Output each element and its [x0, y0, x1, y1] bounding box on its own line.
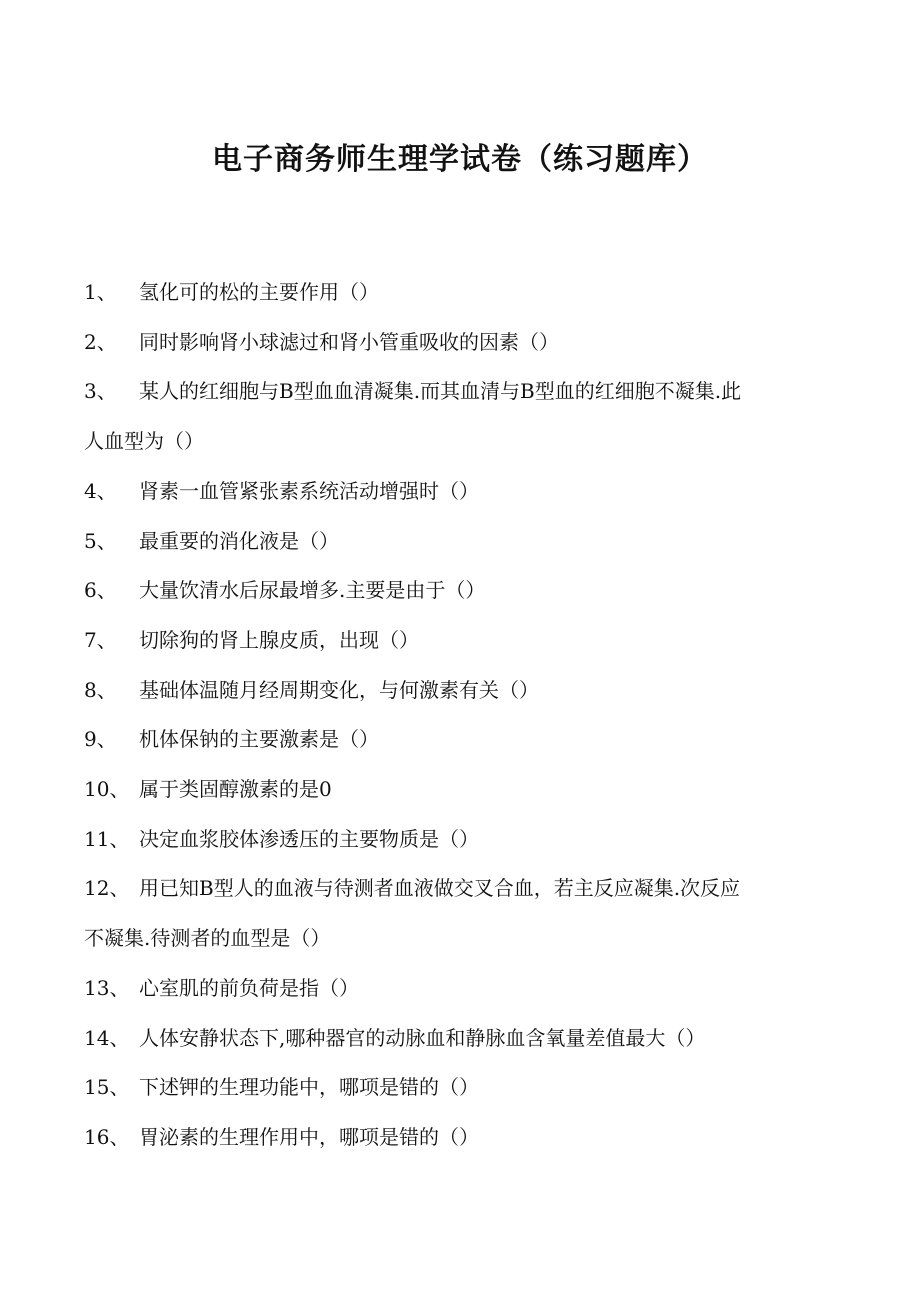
question-item [84, 765, 820, 815]
question-text: 同时影响肾小球滤过和肾小管重吸收的因素（） [139, 329, 559, 354]
question-item [84, 1063, 820, 1113]
question-number: 7、 [84, 627, 117, 652]
question-text: 最重要的消化液是（） [139, 528, 339, 553]
question-number: 6、 [84, 578, 117, 603]
question-number: 14、 [84, 1025, 130, 1050]
question-text: 肾素一血管紧张素系统活动增强时（） [139, 478, 479, 503]
question-text: 某人的红细胞与B型血血清凝集.而其血清与B型血的红细胞不凝集.此 [139, 379, 742, 404]
question-text: 基础体温随月经周期变化，与何激素有关（） [139, 677, 539, 702]
question-text: 大量饮清水后尿最增多.主要是由于（） [139, 578, 486, 603]
question-number: 12、 [84, 876, 130, 901]
question-item [84, 566, 820, 616]
question-number: 16、 [84, 1124, 130, 1149]
question-text: 氢化可的松的主要作用（） [139, 280, 379, 304]
question-text: 心室肌的前负荷是指（） [139, 975, 359, 1000]
question-list [84, 268, 820, 1163]
question-text: 切除狗的肾上腺皮质，出现（） [139, 627, 419, 652]
question-item [84, 666, 820, 716]
question-number: 10、 [84, 777, 130, 802]
question-number: 5、 [84, 528, 117, 553]
question-text: 下述钾的生理功能中，哪项是错的（） [139, 1075, 479, 1100]
question-item [84, 1014, 820, 1064]
question-item [84, 268, 820, 318]
question-item [84, 616, 820, 666]
question-item [84, 815, 820, 865]
question-text: 用已知B型人的血液与待测者血液做交叉合血，若主反应凝集.次反应 [139, 876, 741, 901]
question-item [84, 517, 820, 567]
question-item [84, 964, 820, 1014]
question-item [84, 367, 820, 466]
question-number: 9、 [84, 727, 117, 752]
question-item [84, 715, 820, 765]
question-number: 8、 [84, 677, 117, 702]
question-number: 3、 [84, 379, 117, 404]
question-number: 4、 [84, 478, 117, 503]
page-title: 电子商务师生理学试卷（练习题库） [212, 142, 708, 177]
question-item [84, 318, 820, 368]
question-text-continuation: 人血型为（） [84, 429, 204, 454]
question-number: 13、 [84, 975, 130, 1000]
question-item [84, 467, 820, 517]
question-number: 15、 [84, 1075, 130, 1100]
question-text: 胃泌素的生理作用中，哪项是错的（） [139, 1124, 479, 1149]
question-text-continuation: 不凝集.待测者的血型是（） [84, 926, 331, 951]
question-text: 属于类固醇激素的是0 [139, 777, 332, 802]
question-text: 决定血浆胶体渗透压的主要物质是（） [139, 826, 479, 851]
question-number: 1、 [84, 280, 117, 304]
question-item [84, 1113, 820, 1163]
question-item [84, 864, 820, 963]
question-number: 11、 [84, 826, 130, 851]
question-text: 人体安静状态下,哪种器官的动脉血和静脉血含氧量差值最大（） [139, 1025, 706, 1050]
question-number: 2、 [84, 329, 117, 354]
question-text: 机体保钠的主要激素是（） [139, 727, 379, 752]
